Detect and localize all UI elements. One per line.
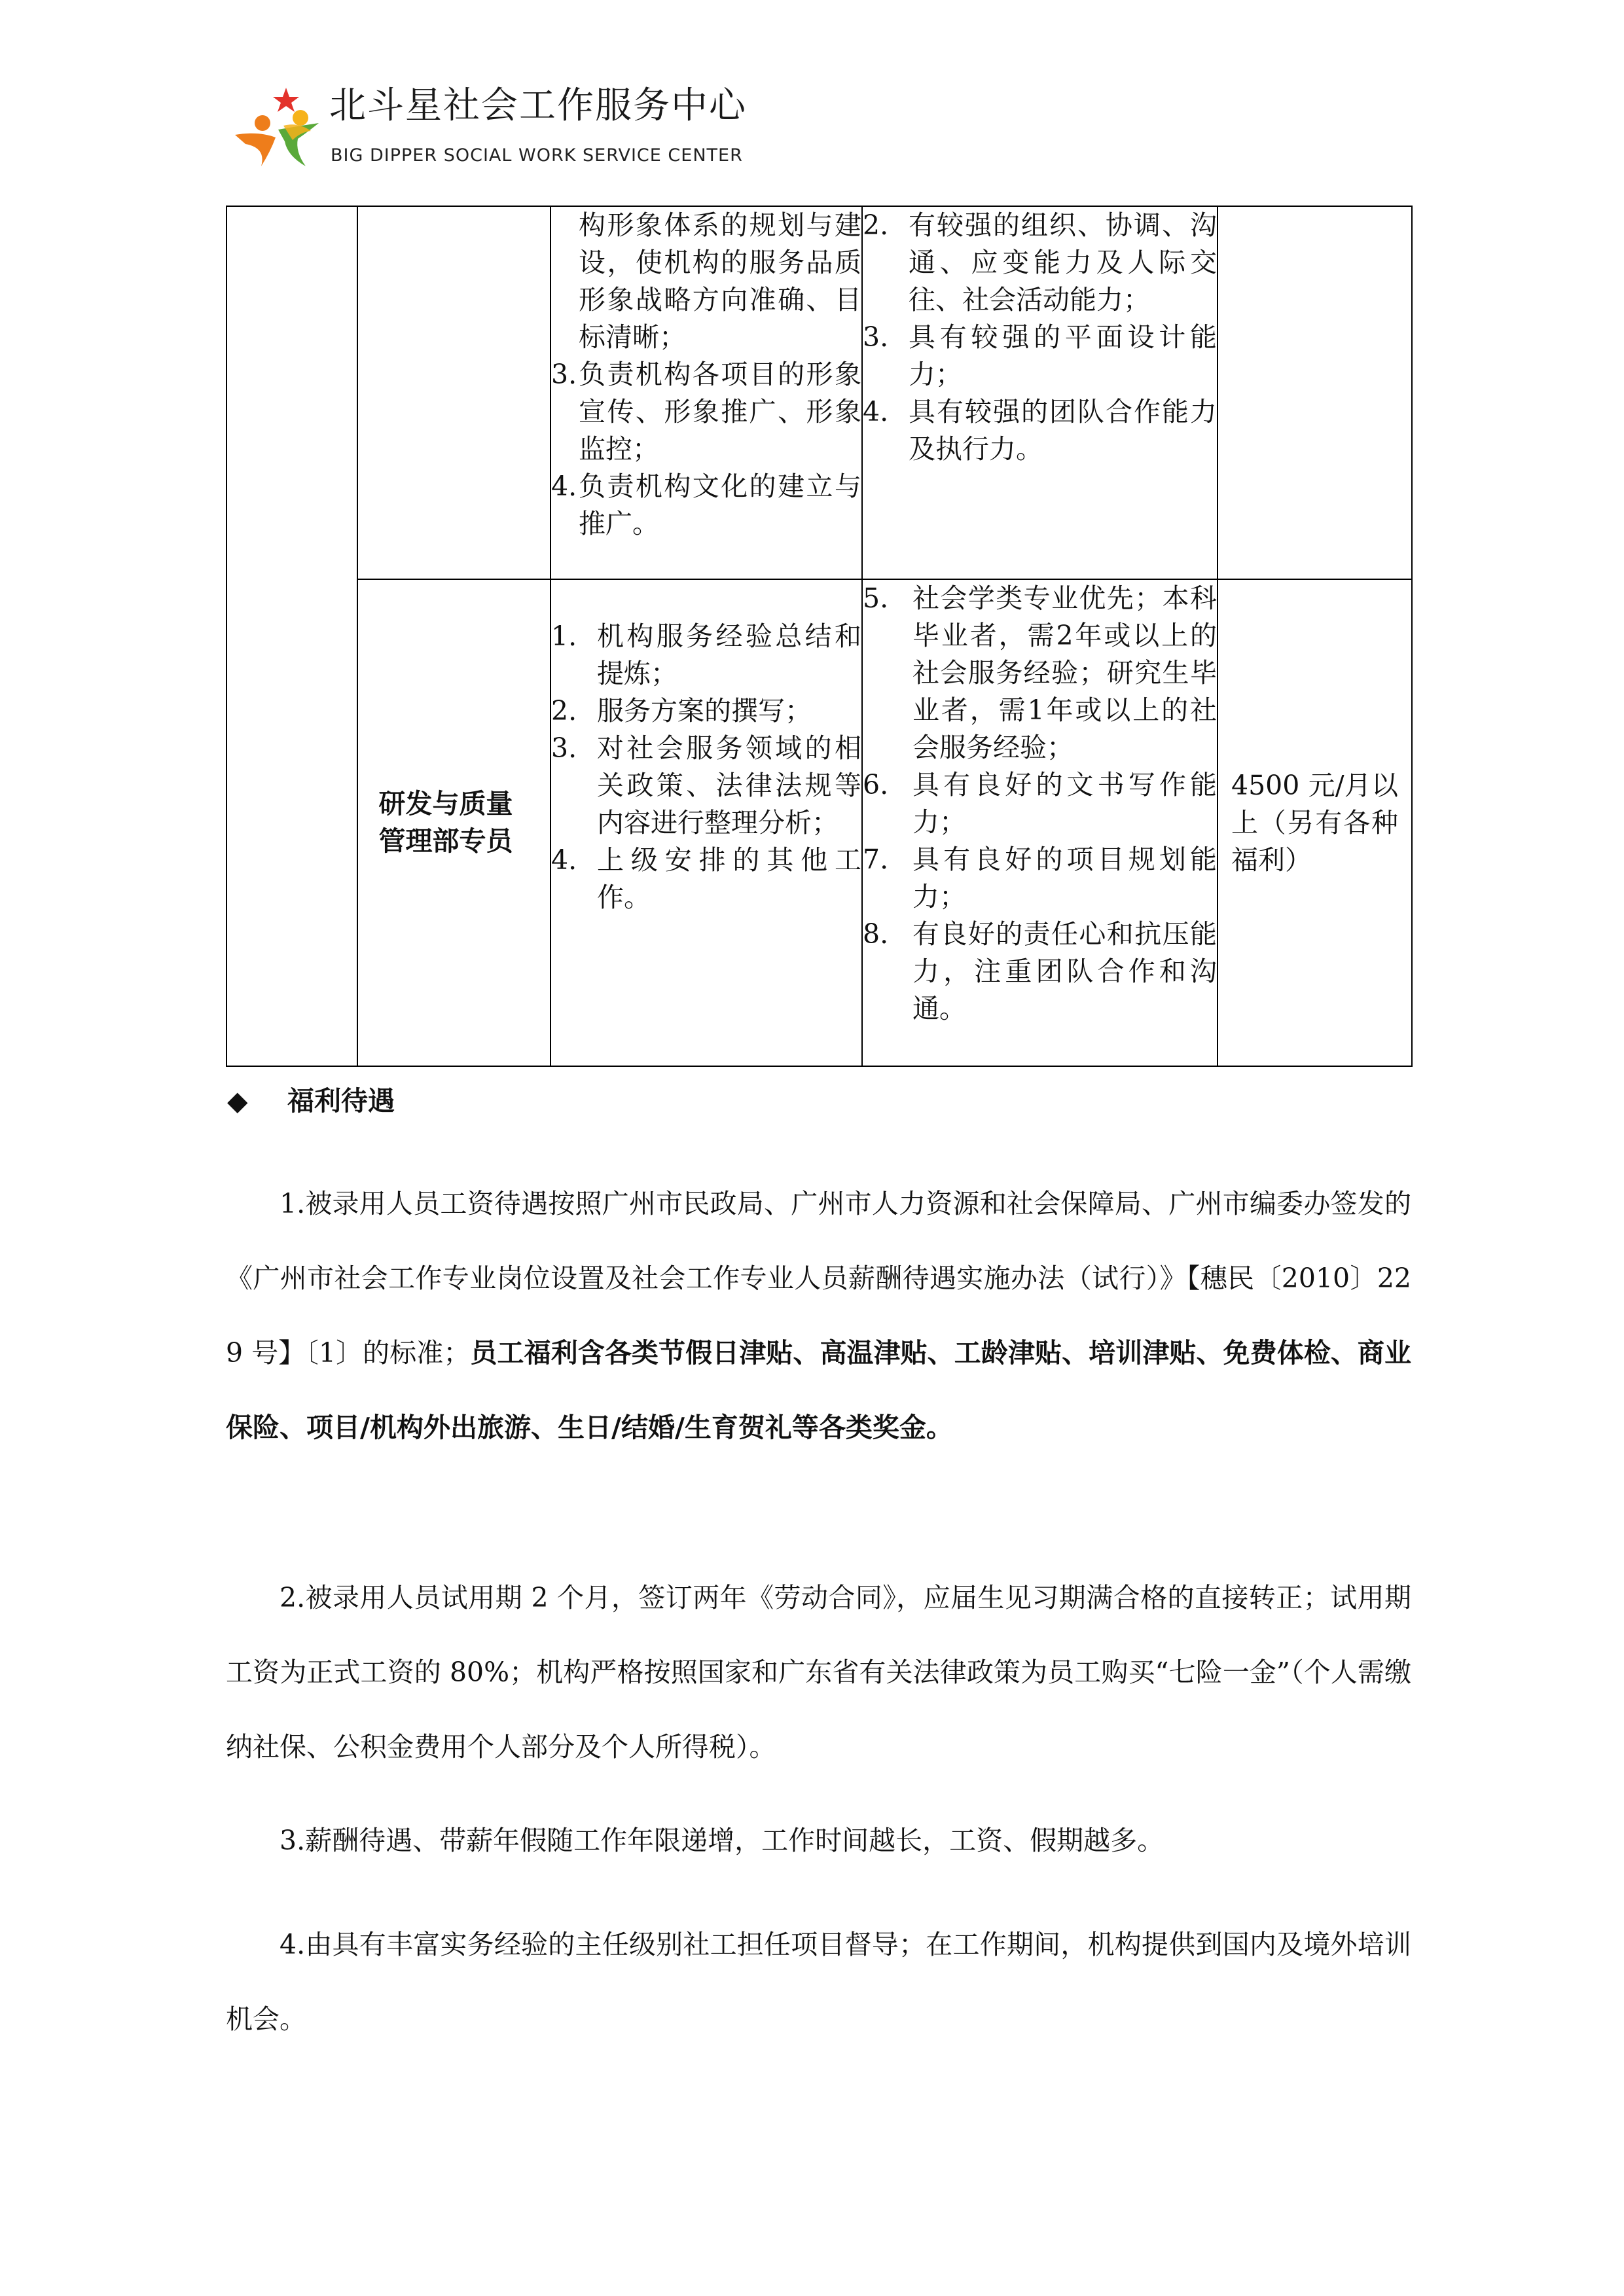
requirement-item: 2. 有较强的组织、协调、沟通、应变能力及人际交往、社会活动能力； bbox=[863, 209, 1217, 315]
requirements-list bbox=[863, 207, 1217, 468]
salary-cell bbox=[1218, 206, 1412, 579]
position-cell bbox=[357, 206, 550, 579]
job-table bbox=[226, 206, 1413, 1067]
benefit-paragraph-3: 3.薪酬待遇、带薪年假随工作年限递增，工作时间越长，工资、假期越多。 bbox=[280, 1825, 1164, 1856]
requirement-item: 4. 具有较强的团队合作能力及执行力。 bbox=[863, 396, 1217, 465]
duty-item: 2. 服务方案的撰写； bbox=[551, 695, 812, 726]
requirements-list bbox=[863, 580, 1217, 1028]
requirement-item: 6. 具有良好的文书写作能力； bbox=[863, 769, 1217, 838]
duty-item: 1. 机构服务经验总结和提炼； bbox=[551, 620, 861, 689]
org-name-cn: 北斗星社会工作服务中心 bbox=[329, 84, 747, 127]
position-cell bbox=[357, 579, 550, 1066]
requirement-item: 5. 社会学类专业优先；本科毕业者，需2年或以上的社会服务经验；研究生毕业者，需1年或以上的社会服务经验； bbox=[863, 583, 1217, 763]
requirements-cell bbox=[862, 579, 1218, 1066]
requirement-item: 8. 有良好的责任心和抗压能力，注重团队合作和沟通。 bbox=[863, 918, 1217, 1024]
duties-list bbox=[551, 618, 861, 916]
job-row-brand bbox=[226, 206, 1412, 579]
position-title: 研发与质量管理部专员 bbox=[378, 788, 513, 857]
benefit-paragraph-1: 1.被录用人员工资待遇按照广州市民政局、广州市人力资源和社会保障局、广州市编委办签发的《广州市社会工作专业岗位设置及社会工作专业人员薪酬待遇实施办法（试行）》【穗民〔2010〕229 号】〔1〕的标准；员工福利含各类节假日津贴、高温津贴、工龄津贴、培训津贴、免费体检、商业保险、项目/机构外出旅游、生日/结婚/生育贺礼等各类奖金。 bbox=[226, 1188, 1412, 1443]
salary-cell bbox=[1218, 579, 1412, 1066]
benefits-heading: ◆ 福利待遇 bbox=[227, 1081, 395, 1121]
benefit-paragraph-2: 2.被录用人员试用期 2 个月，签订两年《劳动合同》，应届生见习期满合格的直接转正；试用期工资为正式工资的 80%；机构严格按照国家和广东省有关法律政策为员工购买“七险一金”（个人需缴纳社保、公积金费用个人部分及个人所得税）。 bbox=[226, 1582, 1411, 1763]
org-logo bbox=[232, 84, 324, 169]
page-header bbox=[232, 84, 821, 175]
dept-cell bbox=[226, 206, 357, 1066]
duty-item: 4. 负责机构文化的建立与推广。 bbox=[551, 471, 861, 539]
requirement-item: 3. 具有较强的平面设计能力； bbox=[863, 321, 1217, 390]
requirements-cell bbox=[862, 206, 1218, 579]
duty-item: 4. 上级安排的其他工作。 bbox=[551, 844, 861, 913]
requirement-item: 7. 具有良好的项目规划能力； bbox=[863, 844, 1217, 912]
diamond-bullet-icon: ◆ bbox=[227, 1085, 248, 1117]
salary-text: 4500 元/月以上（另有各种福利） bbox=[1231, 769, 1398, 876]
benefit-paragraph-4: 4.由具有丰富实务经验的主任级别社工担任项目督导；在工作期间，机构提供到国内及境外培训机会。 bbox=[226, 1929, 1411, 2035]
duties-list bbox=[551, 207, 861, 543]
duties-cell bbox=[550, 206, 862, 579]
job-row-research bbox=[226, 579, 1412, 1066]
duty-item: 3. 对社会服务领域的相关政策、法律法规等内容进行整理分析； bbox=[551, 732, 861, 838]
org-name-en: BIG DIPPER SOCIAL WORK SERVICE CENTER bbox=[331, 145, 743, 166]
duty-item: 构形象体系的规划与建设，使机构的服务品质形象战略方向准确、目标清晰； bbox=[579, 209, 861, 353]
duties-cell bbox=[550, 579, 862, 1066]
duty-item: 3. 负责机构各项目的形象宣传、形象推广、形象监控； bbox=[551, 359, 861, 465]
